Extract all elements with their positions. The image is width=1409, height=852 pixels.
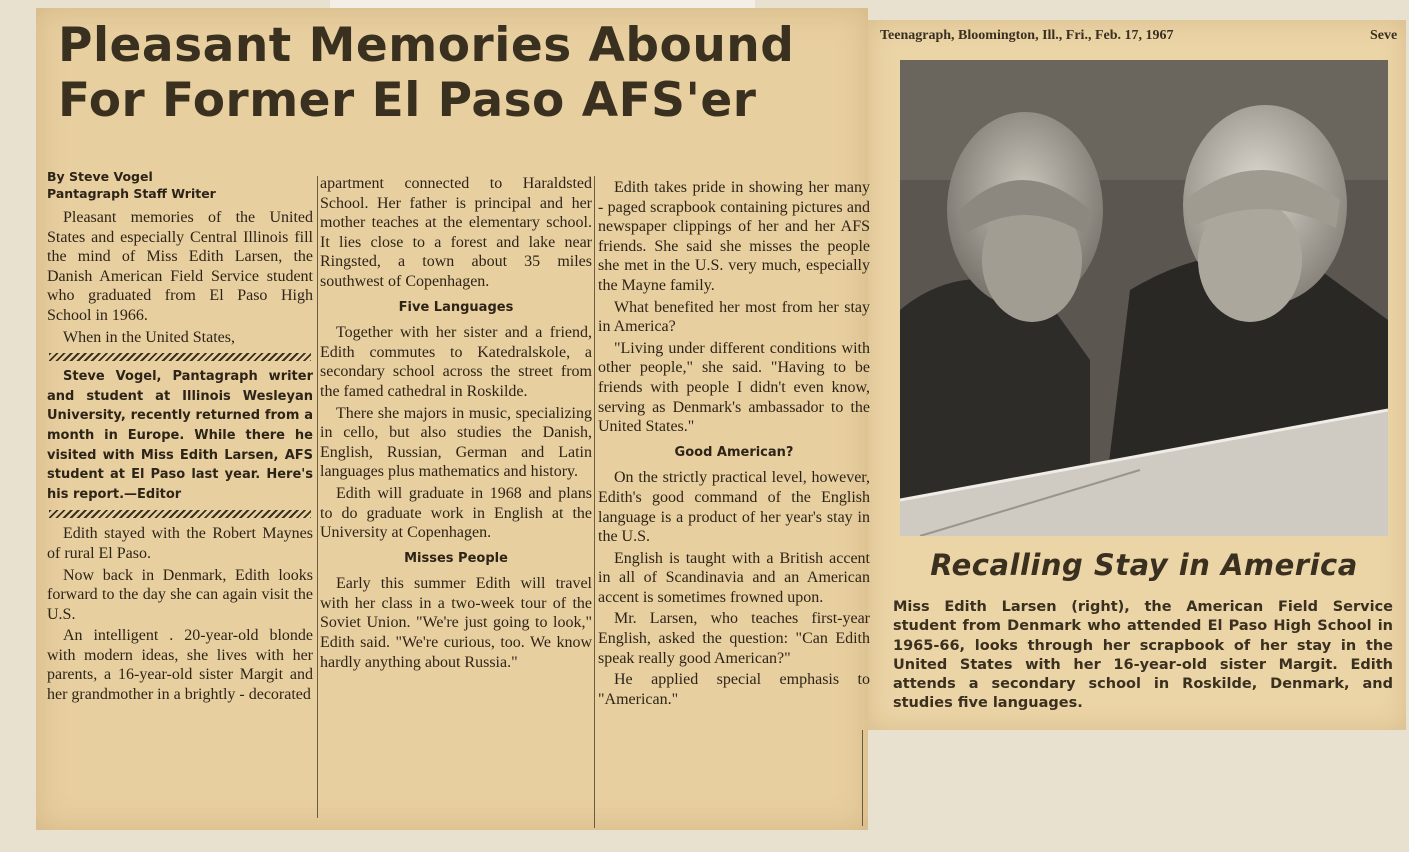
paragraph: Edith stayed with the Robert Maynes of rural El Paso. (47, 525, 313, 562)
paragraph: Pleasant memories of the United States and especially Central Illinois fill the mind of Miss Edith Larsen, the Danish American Field Service student who graduated from El Paso High School in 1966. (47, 209, 313, 324)
article-column-3 (598, 178, 870, 711)
article-column-2 (320, 174, 592, 674)
byline-name: By Steve Vogel (47, 169, 153, 184)
paragraph: Mr. Larsen, who teaches first-year English, asked the question: "Can Edith speak really good American?" (598, 610, 870, 667)
editor-note: Steve Vogel, Pantagraph writer and student at Illinois Wesleyan University, recently returned from a month in Europe. While there he visited with Miss Edith Larsen, AFS student at El Paso last year. Here's his report.—Editor (47, 369, 313, 502)
photo-caption-title: Recalling Stay in America (930, 548, 1358, 582)
paragraph: An intelligent . 20-year-old blonde with modern ideas, she lives with her parents, a 16-year-old sister Margit and her grandmother in a brightly - decorated (47, 627, 313, 704)
headline: Pleasant Memories Abound For Former El Paso AFS'er (58, 18, 795, 129)
dateline: Teenagraph, Bloomington, Ill., Fri., Feb. 17, 1967 (880, 28, 1174, 43)
subhead: Five Languages (398, 299, 514, 315)
article-column-1 (47, 168, 313, 707)
paragraph: English is taught with a British accent in all of Scandinavia and an American accent is sometimes frowned upon. (598, 549, 870, 606)
paragraph: Early this summer Edith will travel with her class in a two-week tour of the Soviet Union. "We're just going to look," Edith said. "We're curious, too. We know hardly anything about Russia." (320, 575, 592, 671)
paragraph: When in the United States, (63, 328, 235, 346)
paragraph: There she majors in music, specializing in cello, but also studies the Danish, English, Russian, German and Latin languages plus mathematics and history. (320, 404, 592, 481)
byline (47, 168, 313, 202)
paragraph: He applied special emphasis to "American." (598, 671, 870, 708)
paragraph: What benefited her most from her stay in America? (598, 298, 870, 336)
column-rule (317, 176, 318, 818)
paragraph: "Living under different conditions with other people," she said. "Having to be friends with people I didn't even know, serving as Denmark's ambassador to the United States." (598, 339, 870, 436)
ornamental-rule (49, 510, 311, 518)
paragraph: apartment connected to Haraldsted School. Her father is principal and her mother teaches at the elementary school. It lies close to a forest and lake near Ringsted, a town about 35 miles southwest of Copenhagen. (320, 175, 592, 290)
paragraph: Edith takes pride in showing her many - paged scrapbook containing pictures and newspaper clippings of her and her AFS friends. She said she misses the people she met in the U.S. very much, especially the Mayne family. (598, 179, 870, 294)
paragraph: On the strictly practical level, however, Edith's good command of the English language is a product of her year's stay in the U.S. (598, 469, 870, 546)
subhead: Good American? (674, 444, 794, 460)
photo-illustration (900, 60, 1388, 536)
paragraph: Edith will graduate in 1968 and plans to do graduate work in English at the University at Copenhagen. (320, 484, 592, 542)
ornamental-rule (49, 353, 311, 361)
byline-title: Pantagraph Staff Writer (47, 186, 216, 201)
column-rule (862, 730, 863, 826)
news-photo (900, 60, 1388, 536)
paragraph: Now back in Denmark, Edith looks forward to the day she can again visit the U.S. (47, 566, 313, 623)
page-label: Seve (1370, 28, 1398, 43)
subhead: Misses People (404, 550, 508, 566)
photo-caption: Miss Edith Larsen (right), the American Field Service student from Denmark who attended El Paso High School in 1965-66, looks through her scrapbook of her stay in the United States with her 16-year-old sister Margit. Edith attends a secondary school in Roskilde, Denmark, and studies five languages. (893, 599, 1393, 712)
column-rule (594, 176, 595, 828)
paragraph: Together with her sister and a friend, Edith commutes to Katedralskole, a secondary school across the street from the famed cathedral in Roskilde. (320, 324, 592, 400)
